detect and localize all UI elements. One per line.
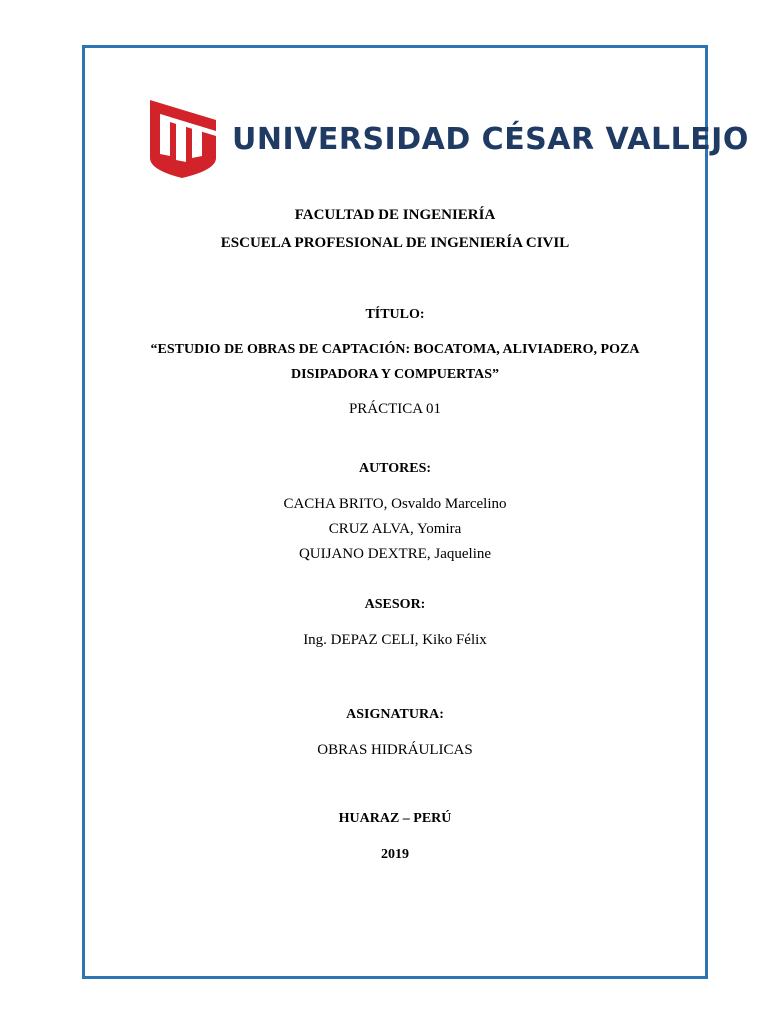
school-heading: ESCUELA PROFESIONAL DE INGENIERÍA CIVIL: [220, 235, 570, 251]
authors-label: AUTORES:: [358, 461, 432, 476]
university-logo: [148, 98, 749, 180]
advisor-label: ASESOR:: [364, 597, 426, 612]
title-line-2: DISIPADORA Y COMPUERTAS”: [291, 367, 499, 382]
faculty-heading: FACULTAD DE INGENIERÍA: [294, 207, 496, 223]
subject-label: ASIGNATURA:: [346, 707, 444, 722]
title-line-1: “ESTUDIO DE OBRAS DE CAPTACIÓN: BOCATOMA, ALIVIADERO, POZA: [150, 342, 640, 357]
subject-name: OBRAS HIDRÁULICAS: [317, 742, 473, 758]
author-item: QUIJANO DEXTRE, Jaqueline: [298, 546, 492, 562]
practice-subtitle: PRÁCTICA 01: [348, 401, 442, 417]
author-item: CACHA BRITO, Osvaldo Marcelino: [283, 496, 507, 512]
advisor-name: Ing. DEPAZ CELI, Kiko Félix: [303, 632, 487, 648]
author-item: CRUZ ALVA, Yomira: [328, 521, 462, 537]
title-label: TÍTULO:: [365, 307, 425, 322]
year-text: 2019: [381, 847, 409, 862]
place-text: HUARAZ – PERÚ: [338, 811, 452, 826]
university-name: UNIVERSIDAD CÉSAR VALLEJO: [232, 122, 749, 157]
university-shield-icon: [148, 98, 228, 180]
